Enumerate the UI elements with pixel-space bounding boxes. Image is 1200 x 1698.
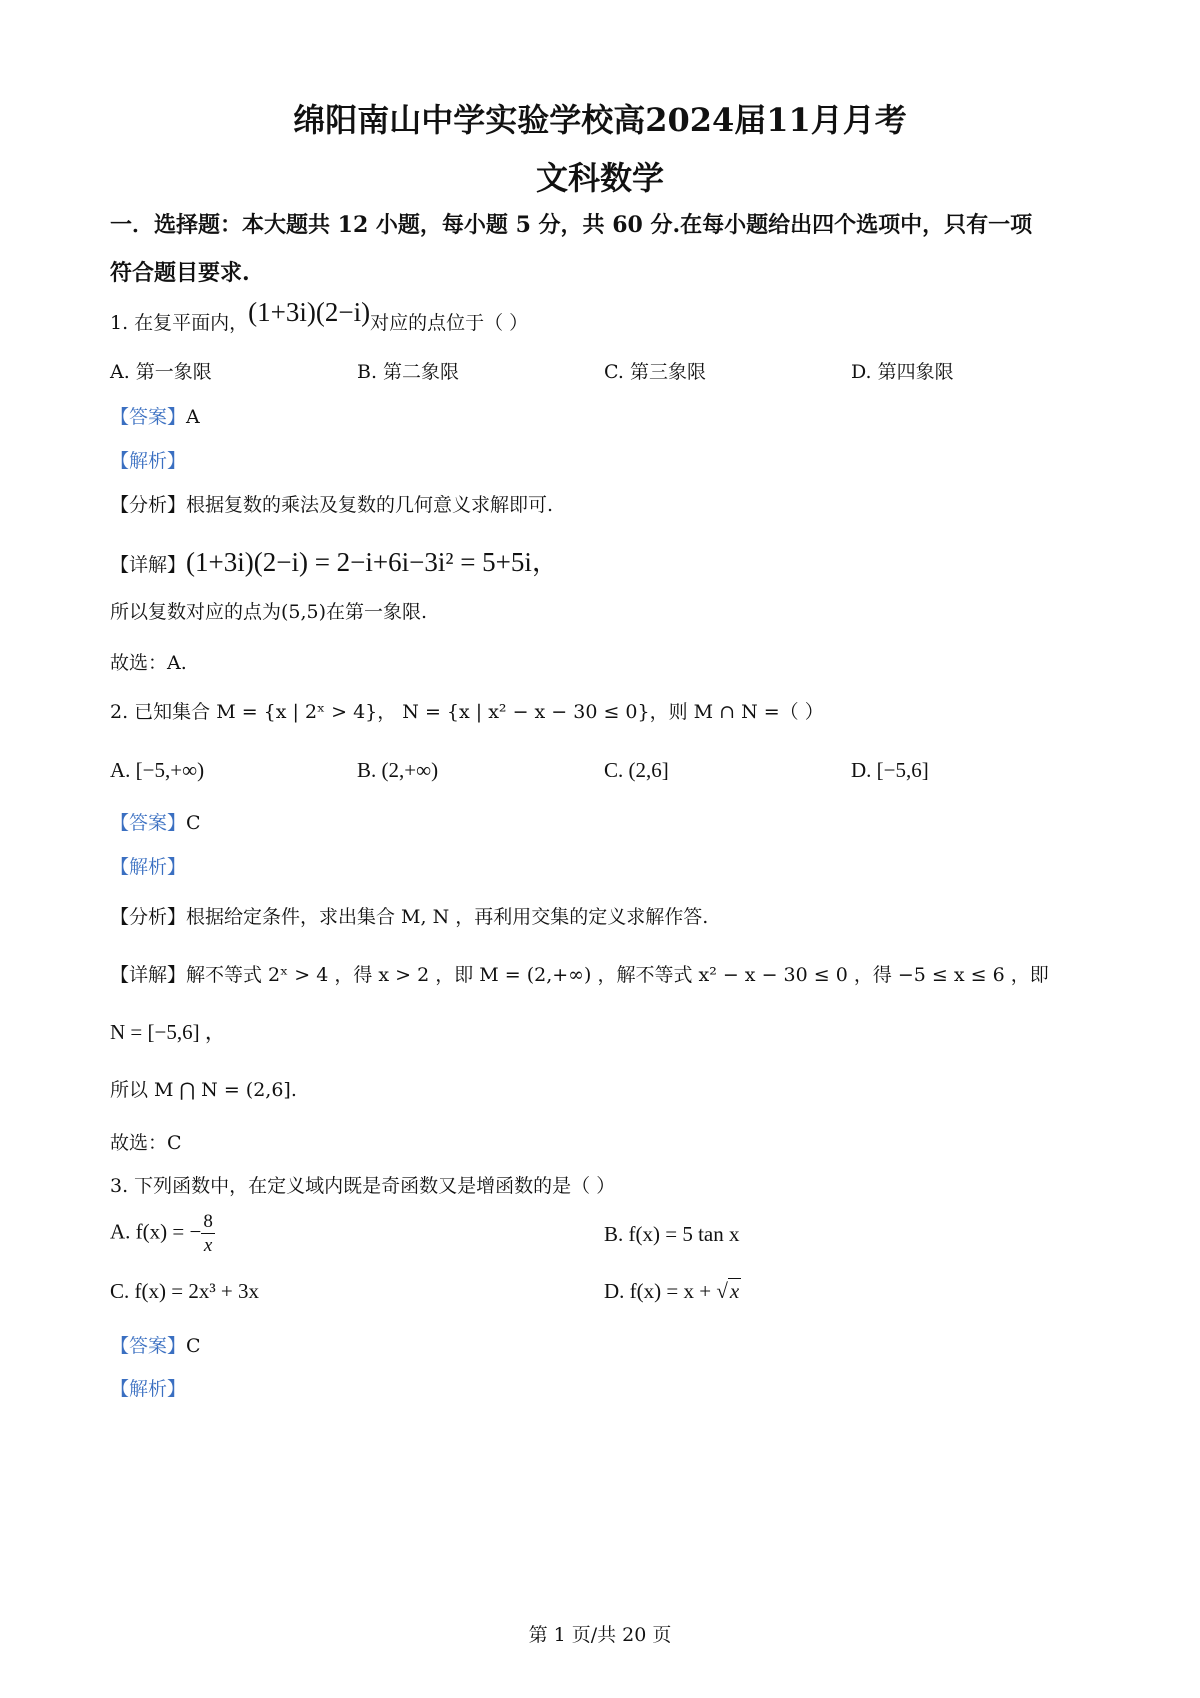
question-1-answer: 【答案】A — [110, 406, 200, 428]
question-2-detail-line3: 所以 M ⋂ N = (2,6]. — [110, 1079, 297, 1101]
question-2-answer: 【答案】C — [110, 812, 201, 834]
question-2-option-d: D. [−5,6] — [851, 758, 929, 782]
question-2-option-a: A. [−5,+∞) — [110, 758, 205, 782]
question-1-choose: 故选：A. — [110, 652, 187, 674]
question-2-analysis: 【分析】根据给定条件，求出集合 M, N ，再利用交集的定义求解作答. — [110, 906, 709, 928]
question-1-jiexi-label: 【解析】 — [110, 450, 187, 472]
question-2-detail-line2: N = [−5,6] ， — [110, 1020, 226, 1044]
question-2-choose: 故选：C — [110, 1132, 182, 1154]
question-1-stem: 1. 在复平面内，(1+3i)(2−i)对应的点位于（ ） — [110, 297, 529, 334]
question-3-stem: 3. 下列函数中，在定义域内既是奇函数又是增函数的是（ ） — [110, 1175, 616, 1197]
page-subtitle: 文科数学 — [535, 159, 664, 197]
question-3-option-a: A. f(x) = − $\frac{8}{x}$ — [110, 1211, 213, 1256]
question-1-option-c: C. 第三象限 — [604, 361, 706, 383]
question-2-option-b: B. (2,+∞) — [357, 758, 439, 782]
page-number: 第 1 页/共 20 页 — [528, 1624, 672, 1646]
question-1-expression: (1+3i)(2−i) — [248, 297, 371, 327]
question-1-option-a: A. 第一象限 — [110, 361, 212, 383]
fraction: $\frac{8}{x}$ — [203, 1211, 213, 1256]
question-1-option-b: B. 第二象限 — [357, 361, 460, 383]
section-heading-line2: 符合题目要求. — [110, 260, 250, 286]
question-1-detail: 【详解】(1+3i)(2−i) = 2−i+6i−3i² = 5+5i， — [110, 547, 559, 577]
question-1-option-d: D. 第四象限 — [851, 361, 954, 383]
question-3-option-b: B. f(x) = 5 tan x — [604, 1222, 740, 1246]
question-3-option-d: D. f(x) = x + √x — [604, 1279, 740, 1303]
sqrt-symbol: √ — [716, 1279, 728, 1303]
question-2-detail: 【详解】解不等式 2ˣ > 4 ，得 x > 2 ，即 M = (2,+∞) ，解不等式 x² − x − 30 ≤ 0 ，得 −5 ≤ x ≤ 6 ，即 — [110, 964, 1049, 986]
question-2-stem: 2. 已知集合 M = {x | 2ˣ > 4}， N = {x | x² − x − 30 ≤ 0}，则 M ∩ N =（ ） — [110, 701, 824, 723]
question-3-option-c: C. f(x) = 2x³ + 3x — [110, 1279, 259, 1303]
page-title: 绵阳南山中学实验学校高2024届11月月考 — [293, 101, 907, 139]
question-3-jiexi-label: 【解析】 — [110, 1378, 187, 1400]
question-3-answer: 【答案】C — [110, 1335, 201, 1357]
question-2-jiexi-label: 【解析】 — [110, 856, 187, 878]
question-2-option-c: C. (2,6] — [604, 758, 669, 782]
question-1-analysis: 【分析】根据复数的乘法及复数的几何意义求解即可. — [110, 494, 554, 516]
question-1-detail-line2: 所以复数对应的点为(5,5)在第一象限. — [110, 601, 428, 623]
section-heading-line1: 一．选择题：本大题共 12 小题，每小题 5 分，共 60 分.在每小题给出四个选项中，只有一项 — [110, 212, 1033, 238]
